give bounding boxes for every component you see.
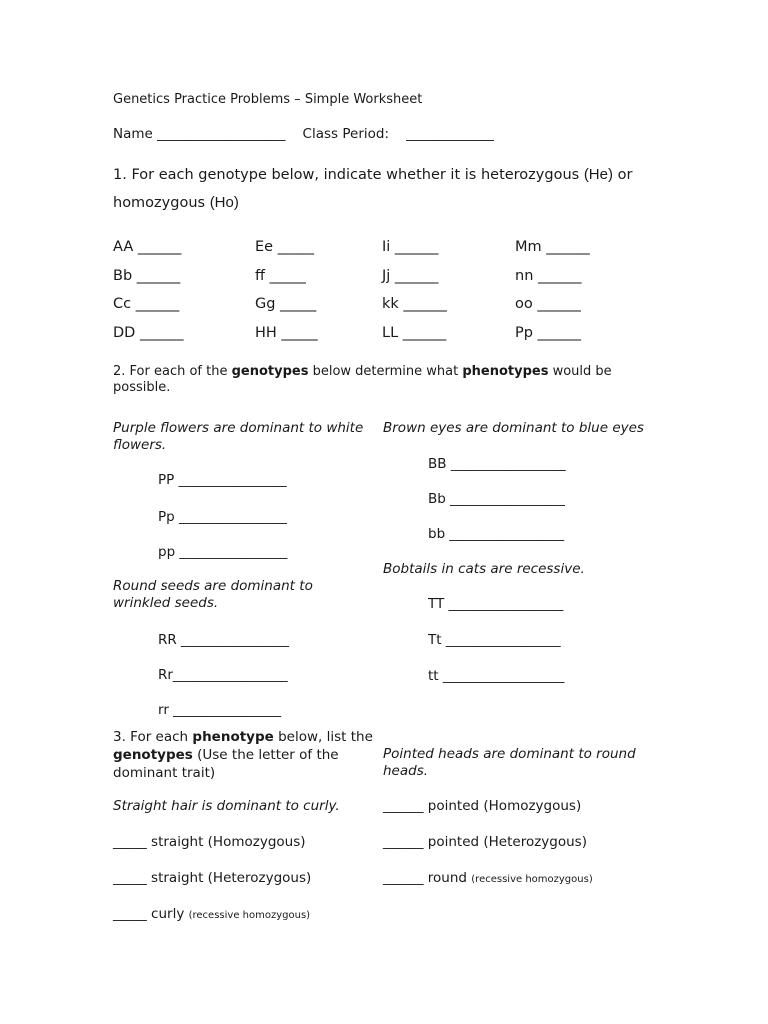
genotype-item: Mm ______: [515, 239, 590, 255]
genotype-item: kk ______: [382, 296, 447, 312]
q1-prompt-line1: 1. For each genotype below, indicate whether it is heterozygous (He) or: [113, 166, 633, 183]
genotype-answer-item: _____ straight (Heterozygous): [113, 870, 312, 886]
hair-title: Straight hair is dominant to curly.: [113, 798, 340, 814]
genotype-item: Pp ______: [515, 325, 582, 341]
q3-prompt: 3. For each phenotype below, list the genotypes (Use the letter of the dominant trait): [113, 729, 373, 781]
phenotype-item: bb _________________: [428, 526, 565, 542]
genotype-answer-item: ______ pointed (Heterozygous): [383, 834, 587, 850]
genotype-item: oo ______: [515, 296, 581, 312]
q2-prompt: 2. For each of the genotypes below determine what phenotypes would be possible.: [113, 364, 612, 395]
name-label: Name: [113, 126, 153, 142]
phenotype-bold: phenotype: [192, 729, 274, 745]
genotype-item: Bb ______: [113, 268, 181, 284]
genotype-answer-item: _____ straight (Homozygous): [113, 834, 306, 850]
genotype-item: Ee _____: [255, 239, 314, 255]
genotypes-bold: genotypes: [113, 747, 193, 763]
genotype-item: Cc ______: [113, 296, 180, 312]
genotype-item: AA ______: [113, 239, 182, 255]
genotypes-bold: genotypes: [231, 364, 309, 379]
phenotype-item: Bb _________________: [428, 491, 565, 507]
phenotype-item: Pp ________________: [158, 509, 288, 525]
recessive-note: (recessive homozygous): [471, 874, 593, 885]
heads-title: Pointed heads are dominant to round heads.: [383, 746, 636, 779]
phenotype-item: tt __________________: [428, 668, 565, 684]
phenotype-item: Rr_________________: [158, 667, 288, 683]
flowers-title: Purple flowers are dominant to white flowers.: [113, 420, 364, 453]
ho-label: (Ho): [209, 194, 239, 211]
genotype-answer-item: ______ round (recessive homozygous): [383, 870, 593, 886]
eyes-title: Brown eyes are dominant to blue eyes: [383, 420, 644, 436]
genotype-answer-item: _____ curly (recessive homozygous): [113, 906, 311, 922]
q1-prompt-line2: homozygous (Ho): [113, 194, 239, 211]
genotype-item: LL ______: [382, 325, 447, 341]
genotype-item: Ii ______: [382, 239, 439, 255]
class-period-blank: _____________: [406, 126, 494, 142]
genotype-item: DD ______: [113, 325, 184, 341]
genotype-item: HH _____: [255, 325, 318, 341]
genotype-answer-item: ______ pointed (Homozygous): [383, 798, 582, 814]
phenotype-item: TT _________________: [428, 596, 564, 612]
worksheet-title: Genetics Practice Problems – Simple Worksheet: [113, 92, 423, 107]
he-label: (He): [583, 166, 613, 183]
name-blank: ___________________: [157, 126, 286, 142]
genotype-item: ff _____: [255, 268, 306, 284]
phenotype-item: BB _________________: [428, 456, 566, 472]
name-line: [113, 126, 494, 142]
seeds-title: Round seeds are dominant to wrinkled seeds.: [113, 578, 313, 611]
genotype-item: nn ______: [515, 268, 582, 284]
phenotype-item: PP ________________: [158, 472, 287, 488]
genotype-item: Jj ______: [382, 268, 439, 284]
phenotype-item: RR ________________: [158, 632, 290, 648]
class-period-label: Class Period:: [302, 126, 389, 142]
phenotype-item: Tt _________________: [428, 632, 561, 648]
genotype-item: Gg _____: [255, 296, 317, 312]
recessive-note: (recessive homozygous): [188, 910, 311, 921]
cats-title: Bobtails in cats are recessive.: [383, 561, 585, 577]
phenotypes-bold: phenotypes: [462, 364, 549, 379]
phenotype-item: rr ________________: [158, 702, 282, 718]
phenotype-item: pp ________________: [158, 544, 288, 560]
